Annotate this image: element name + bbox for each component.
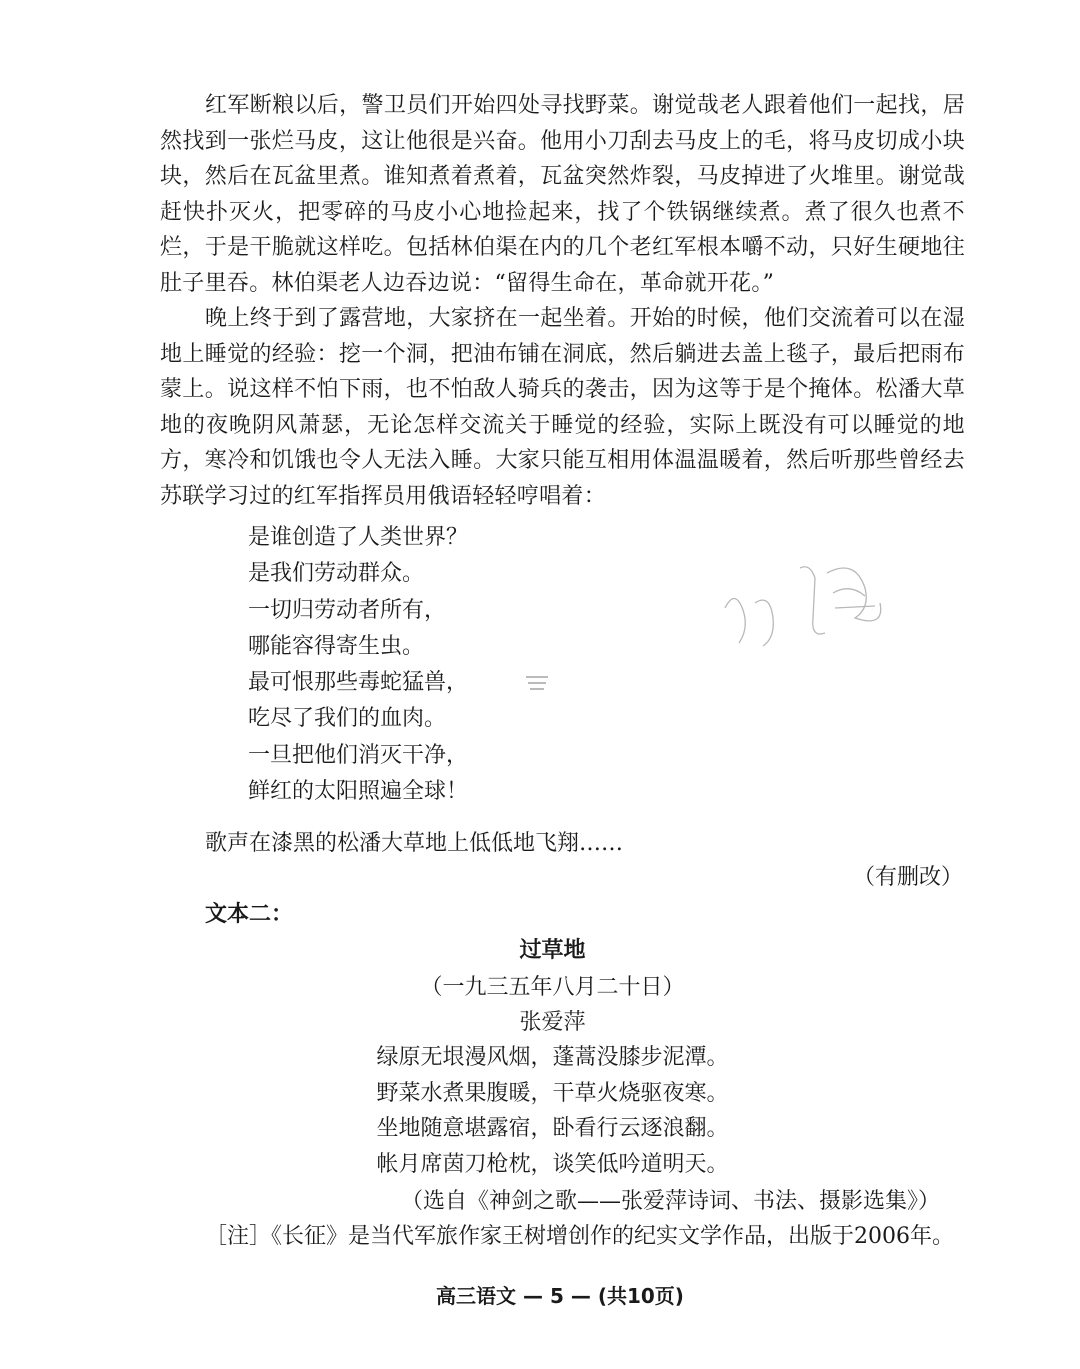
pencil-scribble-mark <box>715 548 895 658</box>
poem-verse: 帐月席茵刀枪枕，谈笑低吟道明天。 <box>376 1151 729 1177</box>
song-line: 鲜红的太阳照遍全球！ <box>248 779 469 805</box>
song-line: 是我们劳动群众。 <box>248 561 425 587</box>
small-stamp-mark <box>522 672 552 700</box>
song-line: 一旦把他们消灭干净， <box>248 742 469 768</box>
song-line: 吃尽了我们的血肉。 <box>248 706 447 732</box>
song-line: 一切归劳动者所有， <box>248 597 447 623</box>
poem-verse: 绿原无垠漫风烟，蓬蒿没膝步泥潭。 <box>376 1045 729 1070</box>
poem-author: 张爱萍 <box>519 1010 586 1035</box>
song-ending-line: 歌声在漆黑的松潘大草地上低低地飞翔…… <box>205 831 624 856</box>
poem-verses <box>0 1040 1080 1182</box>
song-line: 哪能容得寄生虫。 <box>248 633 425 659</box>
poem-date: （一九三五年八月二十日） <box>420 975 685 1000</box>
footnote: ［注］《长征》是当代军旅作家王树增创作的纪实文学作品，出版于2006年。 <box>205 1224 954 1249</box>
poem-verse: 坐地随意堪露宿，卧看行云逐浪翻。 <box>376 1116 729 1141</box>
song-line: 最可恨那些毒蛇猛兽， <box>248 670 469 696</box>
song-line: 是谁创造了人类世界？ <box>248 525 469 550</box>
edited-note: （有删改） <box>852 865 963 890</box>
text1-paragraph-2: 晚上终于到了露营地，大家挤在一起坐着。开始的时候，他们交流着可以在湿地上睡觉的经验：挖一个洞，把油布铺在洞底，然后躺进去盖上毯子，最后把雨布蒙上。说这样不怕下雨，也不怕敌人骑兵的袭击，因为这等于是个掩体。松潘大草地的夜晚阴风萧瑟，无论怎样交流关于睡觉的经验，实际上既没有可以睡觉的地方，寒冷和饥饿也令人无法入睡。大家只能互相用体温温暖着，然后听那些曾经去苏联学习过的红军指挥员用俄语轻轻哼唱着： <box>160 306 965 509</box>
page-footer: 高三语文 — 5 — (共10页) <box>436 1284 684 1308</box>
poem-source: （选自《神剑之歌——张爱萍诗词、书法、摄影选集》） <box>400 1189 940 1214</box>
text2-label: 文本二： <box>205 902 294 927</box>
poem-verse: 野菜水煮果腹暖，干草火烧驱夜寒。 <box>376 1080 729 1106</box>
text1-paragraph-1: 红军断粮以后，警卫员们开始四处寻找野菜。谢觉哉老人跟着他们一起找，居然找到一张烂马皮，这让他很是兴奋。他用小刀刮去马皮上的毛，将马皮切成小块块，然后在瓦盆里煮。谁知煮着煮着，瓦盆突然炸裂，马皮掉进了火堆里。谢觉哉赶快扑灭火，把零碎的马皮小心地捡起来，找了个铁锅继续煮。煮了很久也煮不烂，于是干脆就这样吃。包括林伯渠在内的几个老红军根本嚼不动，只好生硬地往肚子里吞。林伯渠老人边吞边说：“留得生命在，革命就开花。” <box>160 93 965 296</box>
song-lyrics <box>248 520 648 810</box>
poem-title: 过草地 <box>519 938 586 963</box>
